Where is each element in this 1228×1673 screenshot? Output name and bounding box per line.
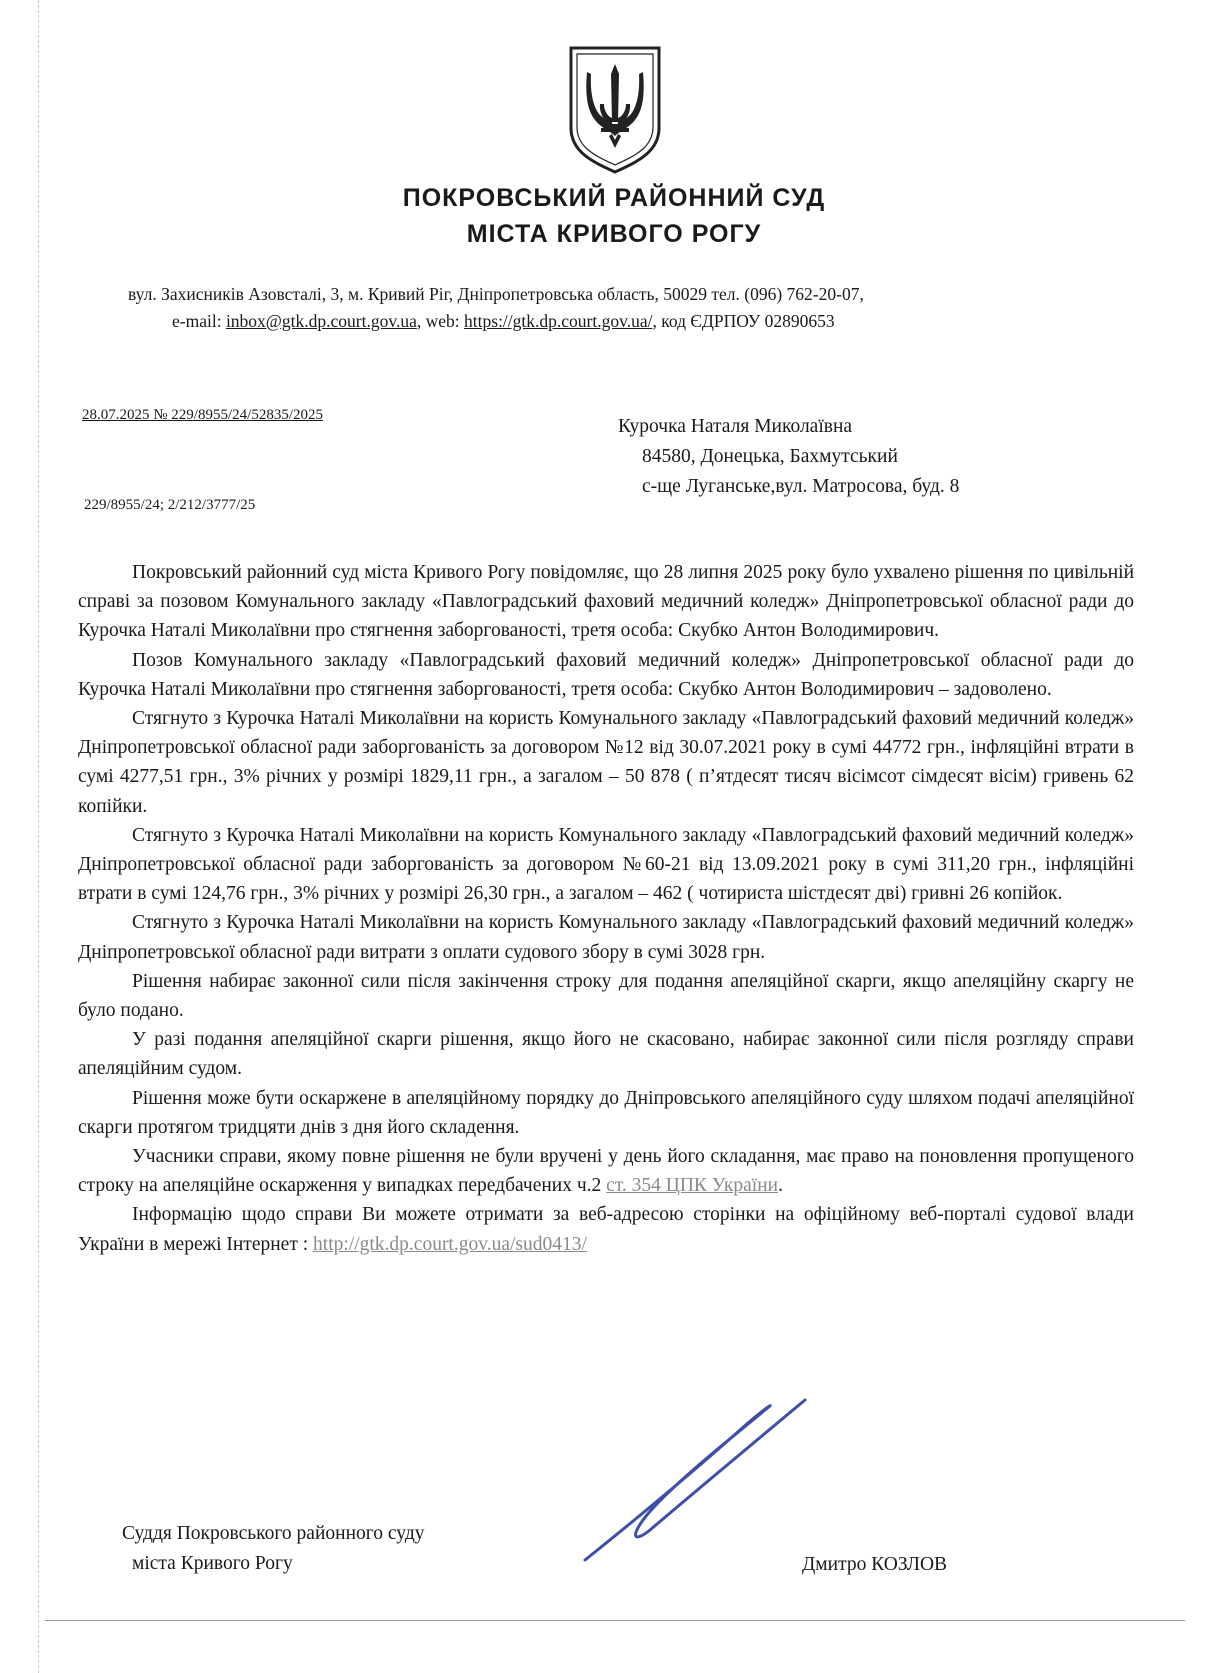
addressee-name: Курочка Наталя Миколаївна (618, 416, 853, 437)
paragraph-appeal-effect: У разі подання апеляційної скарги рішення, якщо його не скасовано, набирає законної сили після розгляду справи апеляційним судом. (78, 1029, 1134, 1080)
renewal-text: Учасники справи, якому повне рішення не були вручені у день його складання, має право на поновлення пропущеного строку на апеляційне оскарження у випадках передбачених ч.2 (78, 1146, 1134, 1197)
paragraph-effect: Рішення набирає законної сили після закінчення строку для подання апеляційної скарги, якщо апеляційну скаргу не було подано. (78, 970, 1134, 1022)
paragraph-appeal-procedure: Рішення може бути оскаржене в апеляційному порядку до Дніпровського апеляційного суду шляхом подачі апеляційної скарги протягом тридцяти днів з дня його складення. (78, 1087, 1134, 1138)
judge-position-line2: міста Кривого Рогу (132, 1553, 293, 1574)
email-label: e-mail: (172, 311, 226, 331)
letter-body (78, 558, 1134, 1259)
renewal-end: . (778, 1175, 783, 1197)
web-link[interactable]: https://gtk.dp.court.gov.ua/ (464, 311, 653, 331)
scan-edge-bottom (45, 1620, 1185, 1621)
court-name-line2: МІСТА КРИВОГО РОГУ (466, 220, 762, 248)
addressee-line3: с-ще Луганське,вул. Матросова, буд. 8 (642, 476, 960, 497)
web-label: , web: (416, 311, 465, 331)
case-numbers: 229/8955/24; 2/212/3777/25 (84, 497, 256, 513)
outgoing-number: 28.07.2025 № 229/8955/24/52835/2025 (82, 407, 323, 423)
paragraph-renewal (78, 1142, 1134, 1200)
court-contacts (128, 281, 1098, 335)
judge-position (122, 1519, 425, 1579)
court-address: вул. Захисників Азовсталі, 3, м. Кривий Ріг, Дніпропетровська область, 50029 тел. (096) 762-20-07, (128, 284, 864, 304)
judge-name: Дмитро КОЗЛОВ (802, 1554, 948, 1575)
edrpou-code: , код ЄДРПОУ 02890653 (652, 311, 835, 331)
judge-position-line1: Суддя Покровського районного суду (122, 1523, 425, 1544)
paragraph-recovery-2: Стягнуто з Курочка Наталі Миколаївни на користь Комунального закладу «Павлоградський фаховий медичний коледж» Дніпропетровської обласної ради заборгованість за договором №60-21 від 13.09.2021 року в сумі 311,20 грн., інфляційні втрати в сумі 124,76 грн., 3% річних у розмірі 26,30 грн., а загалом – 462 ( чотириста шістдесят дві) гривні 26 копійок. (78, 824, 1134, 905)
paragraph-court-fee: Стягнуто з Курочка Наталі Миколаївни на користь Комунального закладу «Павлоградський фаховий медичний коледж» Дніпропетровської обласної ради витрати з оплати судового збору в сумі 3028 грн. (78, 912, 1134, 963)
addressee-block (618, 412, 1088, 502)
paragraph-claim-granted: Позов Комунального закладу «Павлоградський фаховий медичний коледж» Дніпропетровської обласної ради до Курочка Наталі Миколаївни про стягнення заборгованості, третя особа: Скубко Антон Володимирович – задоволено. (78, 649, 1134, 700)
case-info-link[interactable]: http://gtk.dp.court.gov.ua/sud0413/ (313, 1233, 587, 1255)
info-text: Інформацію щодо справи Ви можете отримати за веб-адресою сторінки на офіційному веб-порталі судової влади України в мережі Інтернет : (78, 1204, 1134, 1255)
coat-of-arms-icon (565, 44, 665, 176)
law-reference-link[interactable]: ст. 354 ЦПК України (606, 1175, 779, 1197)
paragraph-recovery-1: Стягнуто з Курочка Наталі Миколаївни на користь Комунального закладу «Павлоградський фаховий медичний коледж» Дніпропетровської обласної ради заборгованість за договором №12 від 30.07.2021 року в сумі 44772 грн., інфляційні втрати в сумі 4277,51 грн., 3% річних у розмірі 1829,11 грн., а загалом – 50 878 ( п’ятдесят тисяч вісімсот сімдесят вісім) гривень 62 копійки. (78, 708, 1134, 817)
paragraph-info (78, 1200, 1134, 1258)
email-link[interactable]: inbox@gtk.dp.court.gov.ua (225, 311, 417, 331)
court-name (0, 180, 1228, 252)
court-name-line1: ПОКРОВСЬКИЙ РАЙОННИЙ СУД (402, 184, 826, 212)
handwritten-signature (575, 1390, 845, 1570)
court-web-line (128, 308, 1098, 335)
paragraph-notice: Покровський районний суд міста Кривого Рогу повідомляє, що 28 липня 2025 року було ухвалено рішення по цивільній справі за позовом Комунального закладу «Павлоградський фаховий медичний коледж» Дніпропетровської обласної ради до Курочка Наталі Миколаївни про стягнення заборгованості, третя особа: Скубко Антон Володимирович. (78, 562, 1134, 642)
addressee-line2: 84580, Донецька, Бахмутський (642, 446, 898, 467)
